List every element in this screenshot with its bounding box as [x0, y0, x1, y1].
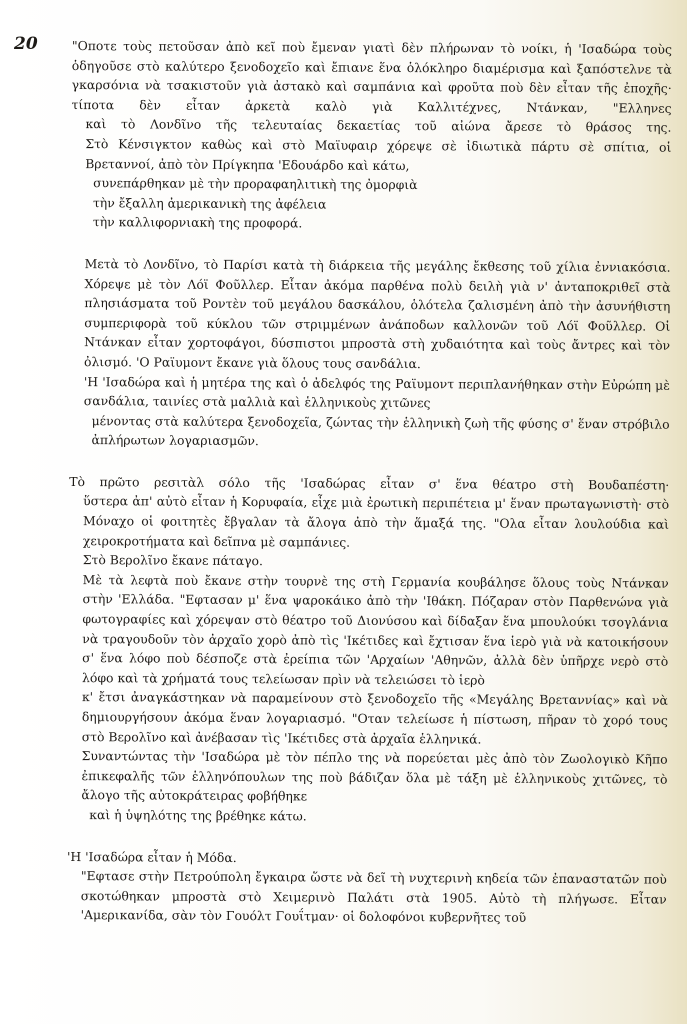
paragraph-1-line-2: καὶ τὸ Λονδῖνο τῆς τελευταίας δεκαετίας τοῦ αἰώνα ἄρεσε τὸ θράσος της. — [85, 116, 672, 136]
paragraph-3-line-2: ὕστερα ἀπ' αὐτὸ εἶταν ἡ Κορυφαία, εἶχε μιὰ ἐρωτικὴ περιπέτεια μ' ἕναν πρωταγωνιστὴ· στὸ Μόναχο οἱ φοιτητὲς ἔβγαλαν τὰ ἄλογα ἀπὸ τὴν ἅμαξά της. "Ολα εἶταν λουλούδια καὶ χειροκροτήματα καὶ δεῖπνα μὲ σαμπάνιες. — [82, 493, 670, 550]
paragraph-1-line-4: συνεπάρθηκαν μὲ τὴν προραφαηλιτικὴ της ὀμορφιὰ — [93, 175, 418, 193]
page-number: 20 — [14, 34, 38, 54]
paragraph-2-line-1: Μετὰ τὸ Λονδῖνο, τὸ Παρίσι κατὰ τὴ διάρκεια τῆς μεγάλης ἔκθεσης τοῦ χίλια ἐννιακόσια. Χόρεψε μὲ τὸν Λόϊ Φοῦλλερ. Εἶταν ἀκόμα παρθένα πολὺ δειλὴ γιὰ ν' ἀνταποκριθεῖ στὰ πλησιάσματα τοῦ Ροντὲν τοῦ μεγάλου δασκάλου, ὁλότελα ζαλισμένη ἀπὸ τὴν ἀσυνήθιστη συμπεριφορὰ τοῦ κύκλου τῶν στριμμένων ἀνάποδων καλλονῶν τοῦ Λόϊ Φοῦλλερ. Οἱ Ντάνκαν εἶταν χορτοφάγοι, δύσπιστοι μπροστὰ στὴ χυδαιότητα καὶ τοὺς ἄντρες καὶ τὸν ὀλισμό. 'Ο Ραϊυμοντ ἔκανε γιὰ ὅλους τους σανδάλια. — [83, 256, 671, 372]
paragraph-3-line-3: Στὸ Βερολῖνο ἔκανε πάταγο. — [82, 552, 263, 569]
paragraph-1-line-5: τὴν ἔξαλλη ἀμερικανικὴ της ἀφέλεια — [92, 194, 327, 212]
paragraph-3-line-6: Συναντώντας τὴν 'Ισαδώρα μὲ τὸν πέπλο της νὰ πορεύεται μὲς ἀπὸ τὸν Ζωολογικὸ Κῆπο ἐπικεφαλῆς τῶν ἑλληνόπουλων της ποὺ βάδιζαν ὅλα μὲ τάξη μὲ ἑλληνικοὺς χιτῶνες, τὸ ἄλογο τῆς αὐτοκράτειρας φοβήθηκε — [81, 748, 668, 804]
paragraph-4-line-1: 'Η 'Ισαδώρα εἶταν ἡ Μόδα. — [66, 848, 237, 865]
paragraph-3-line-7: καὶ ἡ ὑψηλότης της βρέθηκε κάτω. — [89, 807, 307, 824]
paragraph-1-line-3: Στὸ Κένσιγκτον καθὼς καὶ στὸ Μαϊυφαιρ χόρεψε σὲ ἰδιωτικὰ πάρτυ σὲ σπίτια, οἱ Βρεταννοί, ἀπὸ τὸν Πρίγκηπα 'Εδουάρδο καὶ κάτω, — [85, 136, 672, 173]
paragraph-4-line-2: "Εφτασε στὴν Πετρούπολη ἔγκαιρα ὥστε νὰ δεῖ τὴ νυχτερινὴ κηδεία τῶν ἐπαναστατῶν ποὺ σκοτώθηκαν μπροστὰ στὸ Χειμερινὸ Παλάτι στὰ 1905. Αὐτὸ τὴ πλήγωσε. Εἶταν 'Αμερικανίδα, σὰν τὸν Γουόλτ Γουΐτμαν· οἱ δολοφόνοι κυβερνῆτες τοῦ — [80, 868, 667, 926]
paragraph-2-line-2: 'Η 'Ισαδώρα καὶ ἡ μητέρα της καὶ ὁ ἀδελφός της Ραϊυμοντ περιπλανήθηκαν στὴν Εὐρώπη μὲ σανδάλια, ταινίες στὰ μαλλιὰ καὶ ἑλληνικοὺς χιτῶνες — [83, 373, 670, 411]
paragraph-2-line-3: μένοντας στὰ καλύτερα ξενοδοχεῖα, ζώντας τὴν ἑλληνικὴ ζωὴ τῆς φύσης σ' ἕναν στρόβιλο ἀπλήρωτων λογαριασμῶν. — [91, 412, 670, 449]
body-text — [67, 36, 672, 929]
paragraph-1-line-6: τὴν καλλιφορνιακὴ της προφορά. — [92, 214, 303, 231]
paragraph-3-line-5: κ' ἔτσι ἀναγκάστηκαν νὰ παραμείνουν στὸ ξενοδοχεῖο τῆς «Μεγάλης Βρεταννίας» καὶ νὰ δημιουργήσουν ἀκόμα ἕναν λογαριασμό. "Οταν τελείωσε ἡ πίστωση, πῆραν τὸ χορό τους στὸ Βερολῖνο καὶ ἀνέβασαν τὶς 'Ικέτιδες στὰ ἀρχαῖα ἑλληνικά. — [81, 689, 668, 747]
paragraph-3-line-4: Μὲ τὰ λεφτὰ ποὺ ἔκανε στὴν τουρνὲ της στὴ Γερμανία κουβάλησε ὅλους τοὺς Ντάνκαν στὴν 'Ελλάδα. "Εφτασαν μ' ἕνα ψαροκάικο ἀπὸ τὴν 'Ιθάκη. Πόζαραν στὸν Παρθενώνα γιὰ φωτογραφίες καὶ χόρεψαν στὸ θέατρο τοῦ Διονύσου καὶ δίδαξαν ἕνα μπουλούκι τσογλάνια νὰ τραγουδοῦν τὸν ἀρχαῖο χορὸ ἀπὸ τὶς 'Ικέτιδες καὶ ἔχτισαν ἕνα ἱερὸ γιὰ νὰ κατοικήσουν σ' ἕνα λόφο ποὺ δέσποζε στὰ ἐρείπια τῶν 'Αρχαίων 'Αθηνῶν, ἀλλὰ δὲν ὑπῆρχε νερὸ στὸ λόφο καὶ τὰ χρήματά τους τελείωσαν πρὶν νὰ τελειώσει τὸ ἱερὸ — [82, 571, 669, 688]
paragraph-3-line-1: Τὸ πρῶτο ρεσιτὰλ σόλο τῆς 'Ισαδώρας εἶταν σ' ἕνα θέατρο στὴ Βουδαπέστη· — [69, 473, 670, 493]
paragraph-1-line-1: "Οποτε τοὺς πετοῦσαν ἀπὸ κεῖ ποὺ ἔμεναν γιατὶ δὲν πλήρωναν τὸ νοίκι, ἡ 'Ισαδώρα τοὺς ὁδηγοῦσε στὸ καλύτερο ξενοδοχεῖο καὶ ἔπιανε ἕνα ὁλόκληρο διαμέρισμα καὶ ξαπόστελνε τὰ γκαρσόνια νὰ τσακιστοῦν γιὰ ἀστακὸ καὶ σαμπάνια καὶ φροῦτα ποὺ δὲν εἶταν τῆς ἐποχῆς· τίποτα δὲν εἶταν ἀρκετὰ καλὸ γιὰ Καλλιτέχνες, Ντάνκαν, "Ελληνες — [71, 37, 672, 116]
